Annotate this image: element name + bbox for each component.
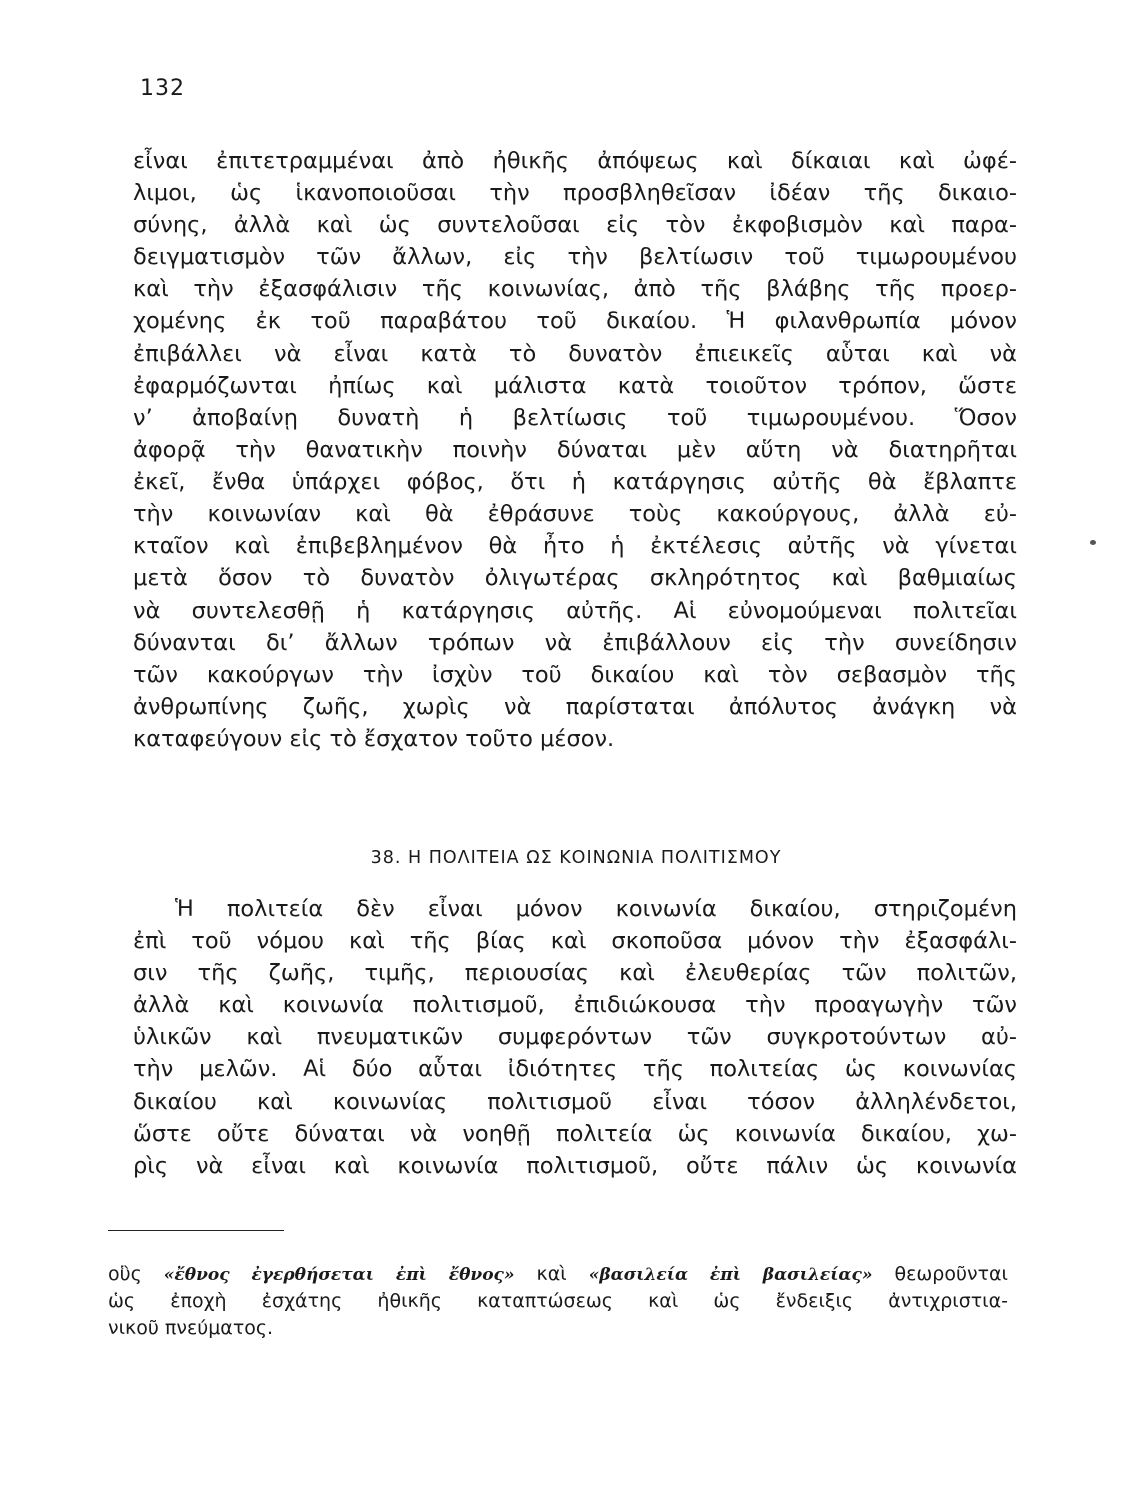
- text-line: χομένης ἐκ τοῦ παραβάτου τοῦ δικαίου. Ἡ φιλανθρωπία μόνον: [133, 308, 1017, 334]
- text-line: ὑλικῶν καὶ πνευματικῶν συμφερόντων τῶν συγκροτούντων αὐ-: [133, 1024, 1017, 1050]
- footnote-text: θεωροῦνται: [894, 1263, 1008, 1285]
- text-line: ρὶς νὰ εἶναι καὶ κοινωνία πολιτισμοῦ, οὔτε πάλιν ὡς κοινωνία: [133, 1153, 1017, 1179]
- footnote-quote: «ἔθνος ἐγερθήσεται ἐπὶ ἔθνος»: [163, 1265, 515, 1285]
- text-line: τὴν μελῶν. Αἱ δύο αὗται ἰδιότητες τῆς πολιτείας ὡς κοινωνίας: [133, 1056, 1017, 1082]
- footnote-text: καὶ: [536, 1263, 567, 1285]
- text-line: νὰ συντελεσθῇ ἡ κατάργησις αὐτῆς. Αἱ εὐνομούμεναι πολιτεῖαι: [133, 598, 1017, 624]
- section-heading: 38. Η ΠΟΛΙΤΕΙΑ ΩΣ ΚΟΙΝΩΝΙΑ ΠΟΛΙΤΙΣΜΟΥ: [370, 848, 782, 868]
- text-line: κταῖον καὶ ἐπιβεβλημένον θὰ ἦτο ἡ ἐκτέλεσις αὐτῆς νὰ γίνεται: [133, 533, 1017, 559]
- footnote-text: οὓς: [108, 1263, 142, 1285]
- text-line: ν’ ἀποβαίνῃ δυνατὴ ἡ βελτίωσις τοῦ τιμωρουμένου. Ὅσον: [133, 405, 1017, 431]
- footnote-quote: «βασιλεία ἐπὶ βασιλείας»: [588, 1265, 873, 1285]
- text-line: σύνης, ἀλλὰ καὶ ὡς συντελοῦσαι εἰς τὸν ἐκφοβισμὸν καὶ παρα-: [133, 212, 1017, 238]
- text-line: δικαίου καὶ κοινωνίας πολιτισμοῦ εἶναι τόσον ἀλληλένδετοι,: [133, 1089, 1017, 1115]
- text-line: ἐκεῖ, ἔνθα ὑπάρχει φόβος, ὅτι ἡ κατάργησις αὐτῆς θὰ ἔβλαπτε: [133, 469, 1017, 495]
- text-line: ἐφαρμόζωνται ἠπίως καὶ μάλιστα κατὰ τοιοῦτον τρόπον, ὥστε: [133, 373, 1017, 399]
- text-line: δειγματισμὸν τῶν ἄλλων, εἰς τὴν βελτίωσιν τοῦ τιμωρουμένου: [133, 244, 1017, 270]
- text-line: καταφεύγουν εἰς τὸ ἔσχατον τοῦτο μέσον.: [133, 726, 615, 752]
- text-line: τῶν κακούργων τὴν ἰσχὺν τοῦ δικαίου καὶ τὸν σεβασμὸν τῆς: [133, 662, 1017, 688]
- text-line: μετὰ ὅσον τὸ δυνατὸν ὀλιγωτέρας σκληρότητος καὶ βαθμιαίως: [133, 565, 1017, 591]
- footnote-line: νικοῦ πνεύματος.: [108, 1317, 274, 1339]
- text-line: ἐπιβάλλει νὰ εἶναι κατὰ τὸ δυνατὸν ἐπιεικεῖς αὗται καὶ νὰ: [133, 341, 1017, 367]
- text-line: ἀλλὰ καὶ κοινωνία πολιτισμοῦ, ἐπιδιώκουσα τὴν προαγωγὴν τῶν: [133, 992, 1017, 1018]
- text-line: ἀνθρωπίνης ζωῆς, χωρὶς νὰ παρίσταται ἀπόλυτος ἀνάγκη νὰ: [133, 694, 1017, 720]
- text-line: ἀφορᾷ τὴν θανατικὴν ποινὴν δύναται μὲν αὕτη νὰ διατηρῆται: [133, 437, 1017, 463]
- text-line: Ἡ πολιτεία δὲν εἶναι μόνον κοινωνία δικαίου, στηριζομένη: [175, 896, 1017, 922]
- footnote-line: ὡς ἐποχὴ ἐσχάτης ἠθικῆς καταπτώσεως καὶ ὡς ἔνδειξις ἀντιχριστια-: [108, 1290, 1008, 1312]
- text-line: δύνανται δι’ ἄλλων τρόπων νὰ ἐπιβάλλουν εἰς τὴν συνείδησιν: [133, 630, 1017, 656]
- footnote-line: [108, 1262, 1008, 1287]
- scan-speck: [1090, 540, 1096, 545]
- text-line: καὶ τὴν ἐξασφάλισιν τῆς κοινωνίας, ἀπὸ τῆς βλάβης τῆς προερ-: [133, 276, 1017, 302]
- text-line: τὴν κοινωνίαν καὶ θὰ ἐθράσυνε τοὺς κακούργους, ἀλλὰ εὐ-: [133, 501, 1017, 527]
- text-line: λιμοι, ὡς ἱκανοποιοῦσαι τὴν προσβληθεῖσαν ἰδέαν τῆς δικαιο-: [133, 180, 1017, 206]
- footnote-divider: [108, 1230, 284, 1231]
- text-line: ὥστε οὔτε δύναται νὰ νοηθῇ πολιτεία ὡς κοινωνία δικαίου, χω-: [133, 1121, 1017, 1147]
- text-line: εἶναι ἐπιτετραμμέναι ἀπὸ ἠθικῆς ἀπόψεως καὶ δίκαιαι καὶ ὠφέ-: [133, 148, 1017, 174]
- text-line: σιν τῆς ζωῆς, τιμῆς, περιουσίας καὶ ἐλευθερίας τῶν πολιτῶν,: [133, 960, 1017, 986]
- text-line: ἐπὶ τοῦ νόμου καὶ τῆς βίας καὶ σκοποῦσα μόνον τὴν ἐξασφάλι-: [133, 928, 1017, 954]
- page-number: 132: [140, 76, 185, 101]
